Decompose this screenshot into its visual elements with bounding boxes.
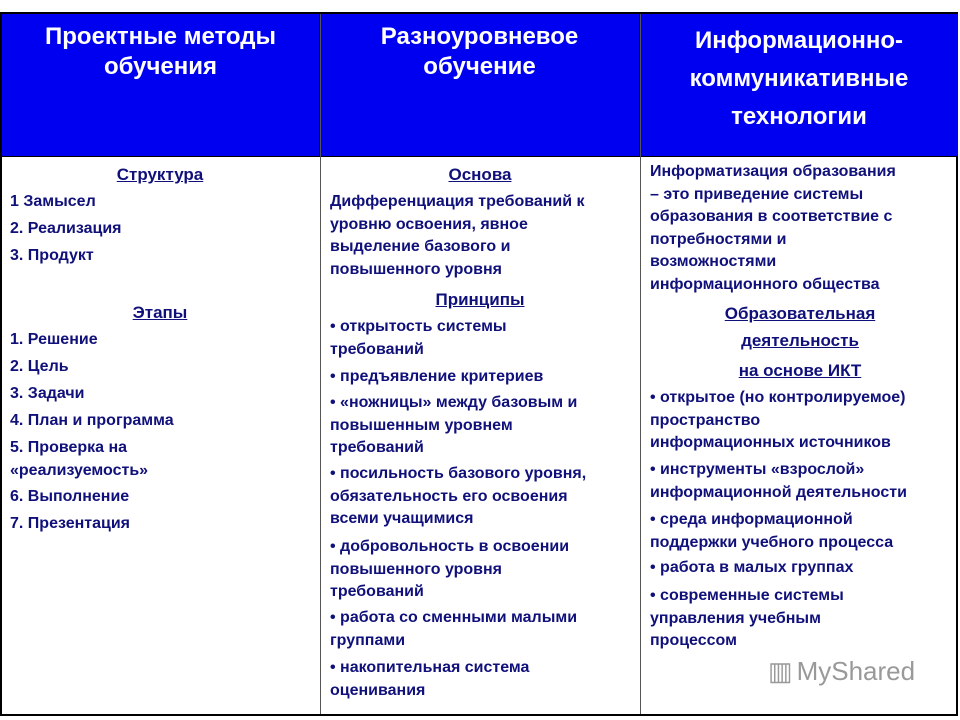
list-item: 4. План и программа [10, 412, 174, 429]
section-heading-structure: Структура [116, 165, 204, 184]
list-item: 1 Замысел [10, 193, 96, 210]
list-item: • добровольность в освоении повышенного уровня требований [330, 538, 570, 600]
basis-text: Дифференциация требований к уровню освоения, явное выделение базового и повышенного уровня [330, 193, 585, 278]
presentation-icon: ▥ [768, 656, 793, 686]
list-item: • среда информационной поддержки учебного процесса [650, 511, 894, 551]
column-divider [320, 14, 321, 714]
list-item: • работа со сменными малыми группами [330, 609, 578, 649]
list-item: • накопительная система оценивания [330, 659, 530, 699]
header-divider [2, 156, 956, 157]
list-item: • открытое (но контролируемое) пространство информационных источников [650, 389, 906, 451]
list-item: • посильность базового уровня, обязательность его освоения всеми учащимися [330, 465, 587, 527]
list-item: • «ножницы» между базовым и повышенным уровнем требований [330, 394, 578, 456]
header-ict: Информационно- коммуникативные технологии [640, 14, 958, 156]
list-item: 3. Задачи [10, 385, 85, 402]
myshared-watermark: ▥ MyShared [768, 656, 916, 686]
header-multilevel: Разноуровневое обучение [320, 14, 640, 156]
list-item: 2. Реализация [10, 220, 122, 237]
list-item: 7. Презентация [10, 515, 131, 532]
section-heading-principles: Принципы [435, 290, 525, 309]
informatization-text: Информатизация образования – это приведение системы образования в соответствие с потребностями и возможностями информационного общества [650, 163, 896, 293]
list-item: • инструменты «взрослой» информационной деятельности [650, 461, 907, 501]
column-divider [640, 14, 641, 714]
list-item: • современные системы управления учебным процессом [650, 587, 844, 649]
list-item: 6. Выполнение [10, 488, 130, 505]
header-project-methods: Проектные методы обучения [2, 14, 320, 156]
section-heading-basis: Основа [448, 165, 512, 184]
list-item: 2. Цель [10, 358, 69, 375]
list-item: • работа в малых группах [650, 559, 854, 576]
list-item: 1. Решение [10, 331, 98, 348]
list-item: • предъявление критериев [330, 368, 544, 385]
list-item: • открытость системы требований [330, 318, 507, 358]
section-heading-ict: деятельность [741, 331, 859, 350]
section-heading-ict: на основе ИКТ [738, 361, 862, 380]
list-item: 3. Продукт [10, 247, 94, 264]
list-item: 5. Проверка на «реализуемость» [10, 439, 149, 479]
section-heading-stages: Этапы [132, 303, 188, 322]
section-heading-ict: Образовательная [724, 304, 876, 323]
